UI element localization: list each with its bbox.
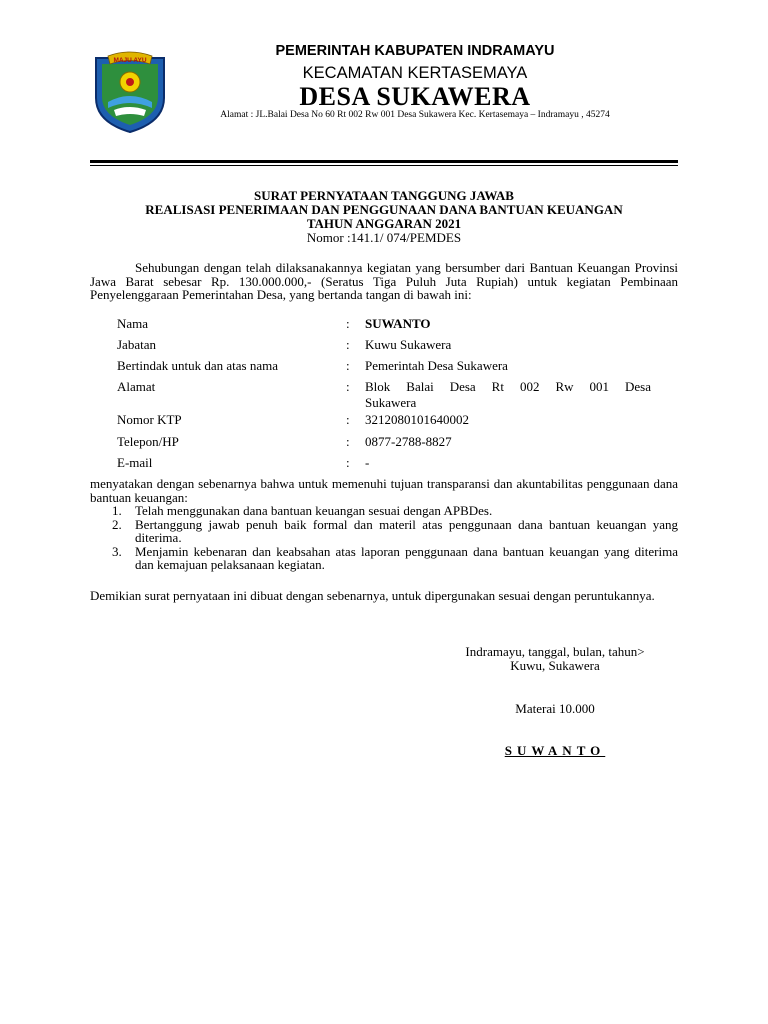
header-government-line: PEMERINTAH KABUPATEN INDRAMAYU [275, 43, 555, 59]
identity-label: Alamat [117, 379, 156, 394]
identity-row-address [0, 379, 768, 413]
list-item-text: Bertanggung jawab penuh baik formal dan materil atas penggunaan dana bantuan keuangan yang diterima. [135, 516, 678, 545]
header-address: Alamat : JL.Balai Desa No 60 Rt 002 Rw 001 Desa Sukawera Kec. Kertasemaya – Indramayu , 45274 [220, 110, 610, 120]
identity-row-name [0, 316, 768, 338]
identity-colon: : [346, 434, 350, 449]
identity-value-line1: Blok Balai Desa Rt 002 Rw 001 Desa [365, 379, 651, 394]
identity-colon: : [346, 379, 350, 394]
signature-position: Kuwu, Sukawera [510, 658, 600, 673]
identity-value: 3212080101640002 [365, 412, 469, 427]
identity-row-phone [0, 434, 768, 456]
header-divider-thick [90, 160, 678, 163]
list-item [90, 545, 678, 572]
identity-colon: : [346, 316, 350, 331]
identity-colon: : [346, 358, 350, 373]
list-item-number: 2. [112, 516, 122, 532]
identity-label: Jabatan [117, 337, 156, 352]
list-item-number: 1. [112, 503, 122, 518]
identity-colon: : [346, 455, 350, 470]
letter-subtitle: REALISASI PENERIMAAN DAN PENGGUNAAN DANA BANTUAN KEUANGAN [145, 202, 623, 217]
letter-number: Nomor :141.1/ 074/PEMDES [306, 230, 462, 245]
identity-value: Kuwu Sukawera [365, 337, 452, 352]
list-item-text: Menjamin kebenaran dan keabsahan atas laporan penggunaan dana bantuan keuangan yang diterima dan kemajuan pelaksanaan kegiatan. [135, 543, 678, 572]
intro-paragraph: Sehubungan dengan telah dilaksanakannya kegiatan yang bersumber dari Bantuan Keuangan Provinsi Jawa Barat sebesar Rp. 130.000.000,- (Seratus Tiga Puluh Juta Rupiah) untuk kegiatan Pembinaan Penyelenggaraan Pemerintahan Desa, yang bertanda tangan di bawah ini: [90, 260, 678, 302]
logo-ribbon-text: MAJU AYU [113, 57, 147, 64]
identity-value: Pemerintah Desa Sukawera [365, 358, 508, 373]
identity-row-on-behalf [0, 358, 768, 380]
list-item [90, 504, 678, 518]
identity-label: E-mail [117, 455, 153, 470]
letter-fiscal-year: TAHUN ANGGARAN 2021 [306, 216, 462, 231]
identity-label: Nama [117, 316, 149, 331]
identity-value: 0877-2788-8827 [365, 434, 452, 449]
identity-colon: : [346, 337, 350, 352]
identity-label: Telepon/HP [117, 434, 179, 449]
signature-place-date: Indramayu, tanggal, bulan, tahun> [465, 644, 645, 659]
list-item-number: 3. [112, 543, 122, 559]
signatory-name: SUWANTO [504, 743, 606, 758]
letter-title: SURAT PERNYATAAN TANGGUNG JAWAB [254, 188, 514, 203]
identity-value: SUWANTO [365, 316, 431, 331]
identity-row-position [0, 337, 768, 359]
list-item [90, 518, 678, 545]
list-item-text: Telah menggunakan dana bantuan keuangan sesuai dengan APBDes. [135, 503, 493, 518]
identity-row-ktp [0, 412, 768, 434]
identity-value: - [365, 455, 370, 470]
identity-label: Bertindak untuk dan atas nama [117, 358, 279, 373]
statement-points-list [90, 504, 678, 572]
closing-paragraph: Demikian surat pernyataan ini dibuat dengan sebenarnya, untuk dipergunakan sesuai dengan peruntukannya. [90, 588, 655, 603]
identity-row-email [0, 455, 768, 477]
identity-colon: : [346, 412, 350, 427]
header-village-name: DESA SUKAWERA [299, 82, 531, 111]
header-district-line: KECAMATAN KERTASEMAYA [302, 64, 528, 82]
identity-label: Nomor KTP [117, 412, 182, 427]
identity-value-line2: Sukawera [365, 395, 417, 410]
statement-paragraph: menyatakan dengan sebenarnya bahwa untuk memenuhi tujuan transparansi dan akuntabilitas penggunaan dana bantuan keuangan: [90, 476, 678, 505]
header-divider-thin [90, 165, 678, 166]
signature-stamp-duty: Materai 10.000 [515, 701, 595, 716]
